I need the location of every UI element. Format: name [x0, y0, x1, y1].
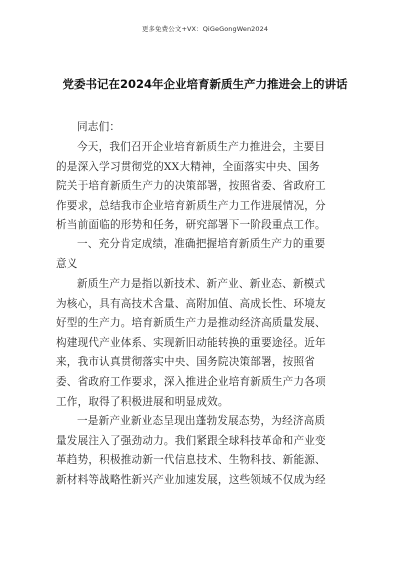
paragraph-line: 新材料等战略性新兴产业加速发展，这些领域不仅成为经: [56, 473, 326, 486]
paragraph-line: 今天，我们召开企业培育新质生产力推进会，主要目: [77, 141, 326, 153]
paragraph-line: 院关于培育新质生产力的决策部署，按照省委、省政府工: [56, 180, 326, 193]
section-heading-1: [56, 235, 352, 274]
paragraph-definition: [56, 275, 352, 412]
paragraph-new-industries: [56, 412, 352, 490]
paragraph-line: 革趋势，积极推动新一代信息技术、生物科技、新能源、: [56, 454, 326, 467]
document-title: 党委书记在2024年企业培育新质生产力推进会上的讲话: [62, 77, 348, 91]
paragraph-line: 量发展注入了强劲动力。我们紧跟全球科技革命和产业变: [56, 434, 326, 447]
paragraph-line: 的是深入学习贯彻党的XX大精神，全面落实中央、国务: [56, 160, 320, 173]
heading-line: 一、充分肯定成绩，准确把握培育新质生产力的重要: [77, 238, 326, 250]
paragraph-line: 新质生产力是指以新技术、新产业、新业态、新模式: [77, 278, 326, 290]
paragraph-line: 一是新产业新业态呈现出蓬勃发展态势，为经济高质: [77, 415, 326, 427]
paragraph-line: 作要求，总结我市企业培育新质生产力工作进展情况，分: [56, 199, 326, 212]
paragraph-line: 委、省政府工作要求，深入推进企业培育新质生产力各项: [56, 375, 326, 388]
paragraph-line: 好型的生产力。培育新质生产力是推动经济高质量发展、: [56, 317, 326, 330]
paragraph-opening: [56, 138, 352, 236]
paragraph-line: 为核心，具有高技术含量、高附加值、高成长性、环境友: [56, 297, 326, 310]
paragraph-line: 析当前面临的形势和任务，研究部署下一阶段重点工作。: [56, 219, 326, 232]
greeting: 同志们：: [77, 121, 121, 133]
header-note: 更多免费公文+VX：QiGeGongWen2024: [141, 25, 269, 33]
paragraph-line: 工作，取得了积极进展和明显成效。: [56, 395, 229, 408]
paragraph-line: 构建现代产业体系、实现新旧动能转换的重要途径。近年: [56, 336, 326, 349]
heading-line: 意义: [56, 257, 78, 270]
paragraph-line: 来，我市认真贯彻落实中央、国务院决策部署，按照省: [56, 356, 316, 369]
